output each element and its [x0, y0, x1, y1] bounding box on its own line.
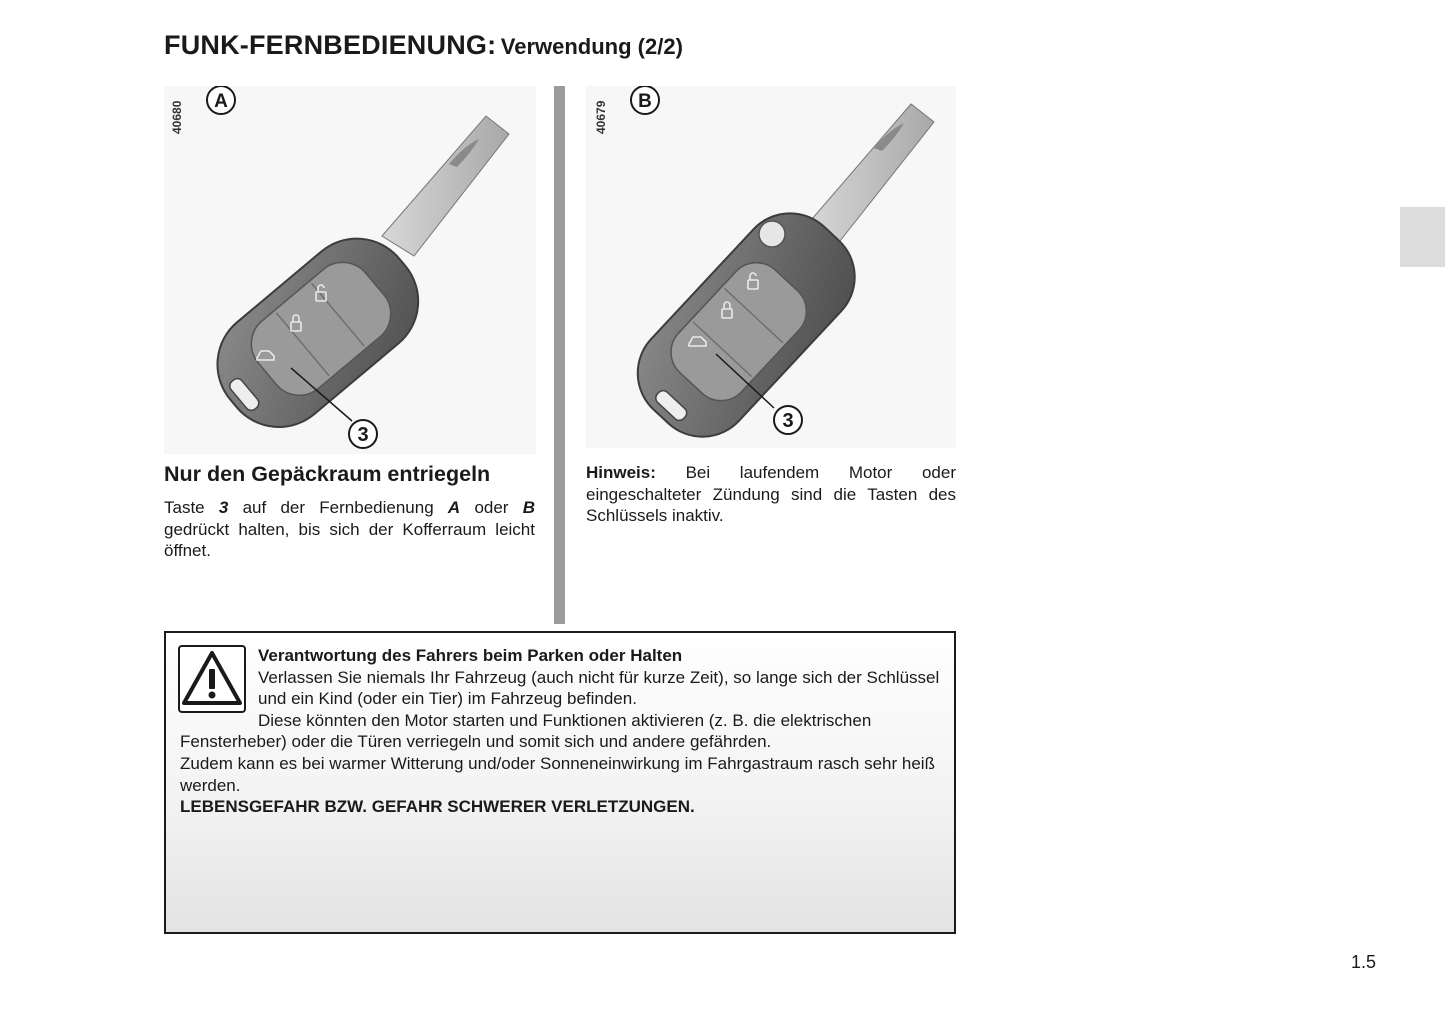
figure-b [586, 86, 956, 448]
figure-b-number: 40679 [594, 100, 608, 134]
text-part: auf der Fernbedienung [228, 498, 448, 517]
warning-para-3: Zudem kann es bei warmer Witterung und/oder Sonneneinwirkung im Fahrgastraum rasch sehr heiß werden. [180, 753, 935, 795]
warning-para-2: Diese könnten den Motor starten und Funktionen aktivieren (z. B. die elektrischen Fensterheber) oder die Türen verriegeln und somit sich und andere gefährden. [180, 710, 872, 752]
figure-a [164, 86, 536, 454]
chapter-tab [1400, 207, 1445, 267]
figure-b-label: B [638, 91, 652, 112]
hint-label: Hinweis: [586, 463, 656, 482]
trunk-instructions [164, 497, 535, 562]
warning-para-1: Verlassen Sie niemals Ihr Fahrzeug (auch nicht für kurze Zeit), so lange sich der Schlüssel und ein Kind (oder ein Tier) im Fahrzeug befinden. [258, 667, 940, 709]
warning-danger: LEBENSGEFAHR BZW. GEFAHR SCHWERER VERLETZUNGEN. [180, 797, 695, 817]
text-part: Taste [164, 498, 219, 517]
remote-b-ref: B [522, 498, 536, 517]
figure-a-number: 40680 [170, 100, 184, 134]
section-heading: Nur den Gepäckraum entriegeln [164, 462, 491, 486]
hint-note [586, 462, 956, 527]
title-sub: Verwendung (2/2) [500, 34, 683, 59]
page-number: 1.5 [1351, 952, 1377, 972]
button-ref: 3 [218, 498, 229, 517]
key-illustration-a [164, 86, 536, 454]
remote-a-ref: A [447, 498, 461, 517]
callout-3-b: 3 [782, 410, 794, 432]
warning-box [164, 631, 956, 934]
text-part: gedrückt halten, bis sich der Kofferraum leicht öffnet. [164, 519, 535, 560]
page-title [164, 30, 683, 61]
text-part: oder [460, 498, 523, 517]
column-divider [554, 86, 565, 624]
warning-text [180, 645, 942, 818]
title-main: FUNK-FERNBEDIENUNG: [164, 30, 497, 60]
hint-text: Bei laufendem Motor oder eingeschalteter Zündung sind die Tasten des Schlüssels inaktiv. [586, 463, 956, 525]
key-illustration-b [586, 86, 956, 448]
warning-title: Verantwortung des Fahrers beim Parken oder Halten [258, 646, 683, 665]
figure-a-label: A [214, 91, 228, 112]
callout-3-a: 3 [357, 424, 369, 446]
